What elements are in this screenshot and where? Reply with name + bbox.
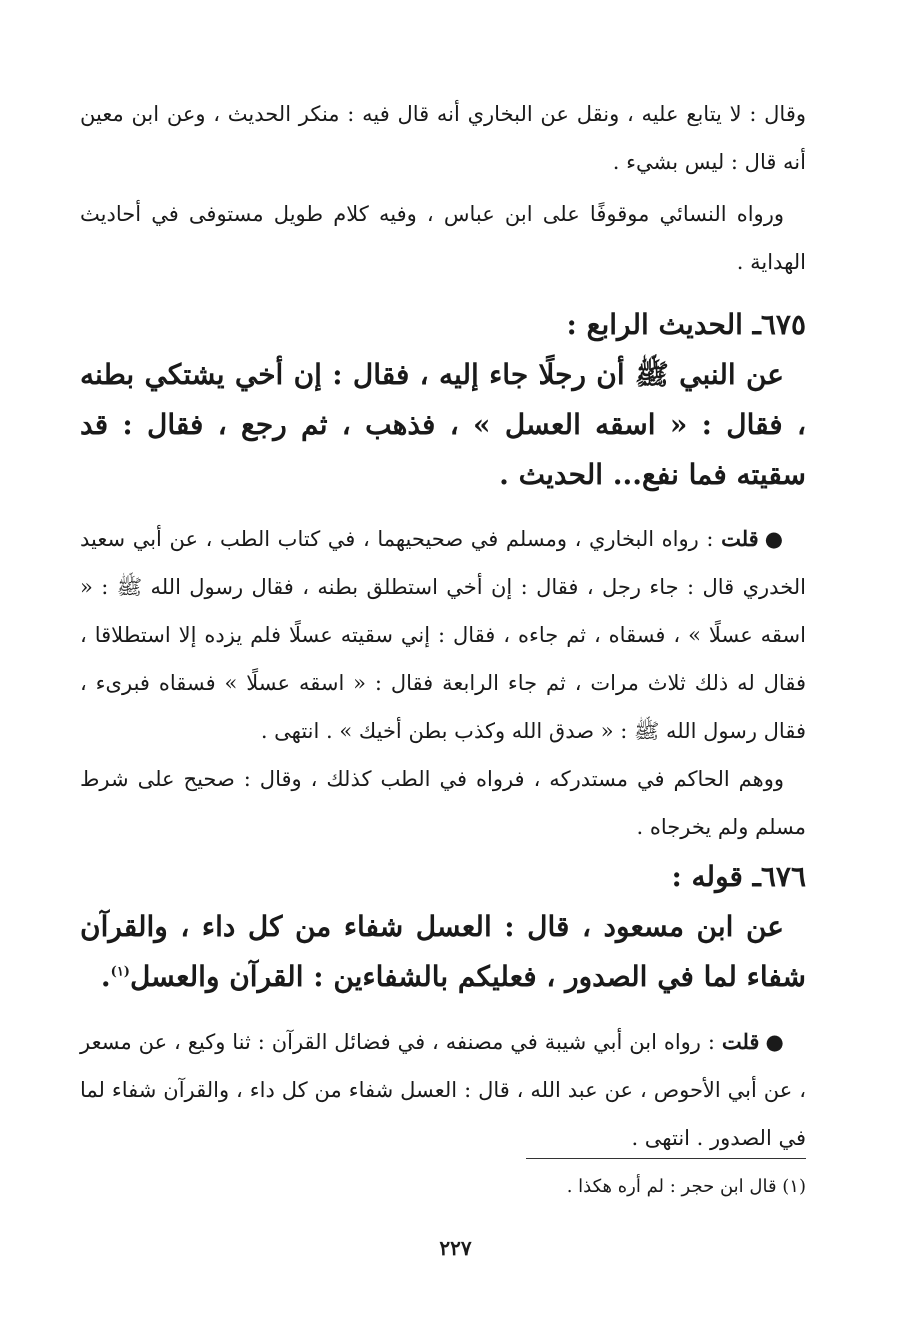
comment-text: : رواه البخاري ، ومسلم في صحيحيهما ، في كتاب الطب ، عن أبي سعيد الخدري قال : جاء رجل ، فقال : إن أخي استطلق بطنه ، فقال رسول الله ﷺ : « اسقه عسلًا » ، فسقاه ، ثم جاءه ، فقال : إني سقيته عسلًا فلم يزده إلا استطلاقا ، فقال له ذلك ثلاث مرات ، ثم جاء الرابعة فقال : « اسقه عسلًا » فسقاه فبرىء ، فقال رسول الله ﷺ : « صدق الله وكذب بطن أخيك » . انتهى . (80, 527, 806, 743)
bullet-icon: ● (765, 1029, 785, 1054)
comment-label: قلت (721, 1029, 760, 1054)
comment-label: قلت (721, 526, 759, 551)
hadith-676-heading: ٦٧٦ـ قوله : (671, 860, 806, 893)
footnote-ref: (١) (110, 964, 130, 980)
footnote: (١) قال ابن حجر : لم أره هكذا . (566, 1176, 806, 1197)
footnote-separator (526, 1158, 806, 1159)
hadith-675-comment (80, 515, 806, 755)
paragraph-nasai-narration (80, 190, 806, 286)
hadith-675-heading: ٦٧٥ـ الحديث الرابع : (566, 308, 806, 341)
paragraph-text: وقال : لا يتابع عليه ، ونقل عن البخاري أنه قال فيه : منكر الحديث ، وعن ابن معين أنه قال : ليس بشيء . (80, 102, 806, 174)
comment-text: : رواه ابن أبي شيبة في مصنفه ، في فضائل القرآن : ثنا وكيع ، عن مسعر ، عن أبي الأحوص ، عن عبد الله ، قال : العسل شفاء من كل داء ، والقرآن شفاء لما في الصدور . انتهى . (80, 1030, 806, 1150)
bullet-icon: ● (764, 526, 784, 551)
paragraph-narrator-critique (80, 90, 806, 186)
hadith-676-text: عن ابن مسعود ، قال : العسل شفاء من كل داء ، والقرآن شفاء لما في الصدور ، فعليكم بالشفاءين : القرآن والعسل$^{(١)}$. (80, 910, 806, 993)
paragraph-text: ورواه النسائي موقوفًا على ابن عباس ، وفيه كلام طويل مستوفى في أحاديث الهداية . (80, 202, 806, 274)
hadith-675-text: عن النبي ﷺ أن رجلًا جاء إليه ، فقال : إن أخي يشتكي بطنه ، فقال : « اسقه العسل » ، فذهب ، ثم رجع ، فقال : قد سقيته فما نفع... الحديث . (80, 358, 806, 491)
hadith-676-comment (80, 1018, 806, 1162)
page-number: ٢٢٧ (439, 1236, 472, 1260)
hadith-675-hakim-note: ووهم الحاكم في مستدركه ، فرواه في الطب كذلك ، وقال : صحيح على شرط مسلم ولم يخرجاه . (80, 767, 806, 839)
